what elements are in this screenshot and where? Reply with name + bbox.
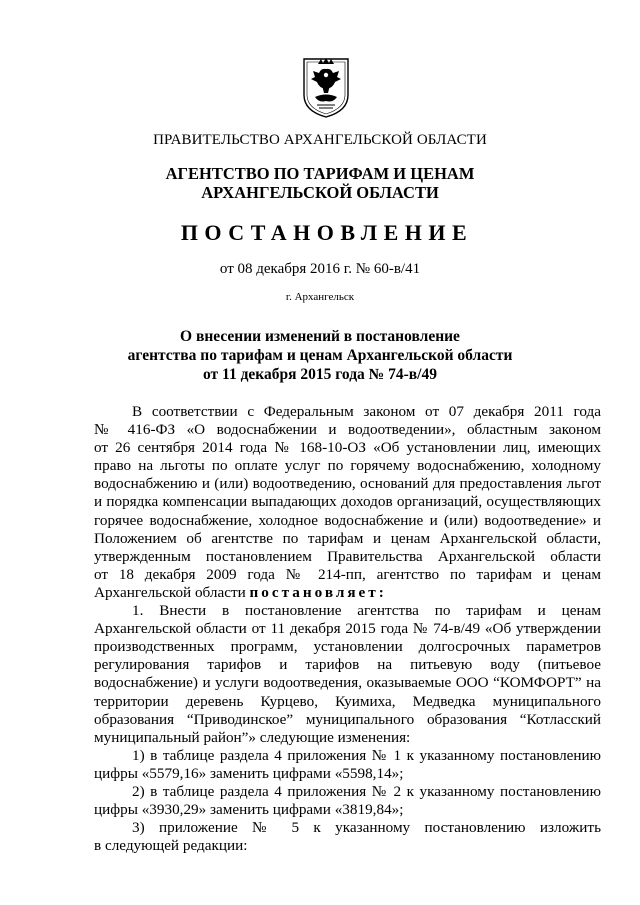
body-line: 2) в таблице раздела 4 приложения № 2 к указанному постановлению	[132, 782, 601, 800]
document-date-number: от 08 декабря 2016 г. № 60-в/41	[219, 261, 421, 277]
body-line: территории деревень Курцево, Куимиха, Медведка муниципального	[94, 692, 601, 710]
body-line: от 18 декабря 2009 года № 214-пп, агентство по тарифам и ценам	[94, 565, 601, 583]
body-line: и порядка компенсации выпадающих доходов организаций, осуществляющих	[94, 493, 601, 511]
body-line: 1. Внести в постановление агентства по тарифам и ценам	[132, 602, 601, 620]
body-text-prefix: Архангельской области	[94, 583, 250, 601]
body-line: муниципальный район”» следующие изменения:	[94, 728, 411, 746]
body-line: образования “Приводинское” муниципального образования “Котласский	[94, 710, 601, 728]
document-subject	[0, 327, 640, 384]
body-line: 1) в таблице раздела 4 приложения № 1 к указанному постановлению	[132, 746, 601, 764]
document-city: г. Архангельск	[285, 291, 355, 303]
subject-line-2: агентства по тарифам и ценам Архангельской области	[127, 347, 513, 364]
resolution-keyword: постановляет:	[249, 583, 387, 601]
body-line: № 416-ФЗ «О водоснабжении и водоотведении», областным законом	[94, 421, 601, 439]
agency-title-line-2: АРХАНГЕЛЬСКОЙ ОБЛАСТИ	[201, 183, 439, 202]
coat-of-arms-icon	[301, 55, 351, 119]
agency-title-line-1: АГЕНТСТВО ПО ТАРИФАМ И ЦЕНАМ	[165, 164, 475, 183]
body-line: Положением об агентстве по тарифам и ценам Архангельской области,	[94, 529, 601, 547]
subject-line-3: от 11 декабря 2015 года № 74-в/49	[203, 366, 437, 383]
government-title: ПРАВИТЕЛЬСТВО АРХАНГЕЛЬСКОЙ ОБЛАСТИ	[153, 132, 487, 148]
body-line: водоснабжение) и услуги водоотведения, оказываемые ООО “КОМФОРТ” на	[94, 674, 601, 692]
body-line: Архангельской области от 11 декабря 2015 года № 74-в/49 «Об утверждении	[94, 620, 601, 638]
body-line: водоснабжению и (или) водоотведению, оснований для предоставления льгот	[94, 475, 601, 493]
body-line: цифры «3930,29» заменить цифрами «3819,84»;	[94, 801, 404, 819]
body-line: утвержденным постановлением Правительства Архангельской области	[94, 547, 601, 565]
agency-title	[0, 164, 640, 202]
body-line: от 26 сентября 2014 года № 168-10-ОЗ «Об установлении лиц, имеющих	[94, 439, 601, 457]
body-line: В соответствии с Федеральным законом от 07 декабря 2011 года	[132, 403, 601, 420]
body-line: 3) приложение № 5 к указанному постановлению изложить	[132, 819, 601, 837]
body-line	[94, 584, 601, 602]
body-line: в следующей редакции:	[94, 837, 248, 855]
document-body	[94, 403, 601, 855]
body-line: цифры «5579,16» заменить цифрами «5598,14»;	[94, 764, 404, 782]
body-line: право на льготы по оплате услуг по горячему водоснабжению, холодному	[94, 457, 601, 475]
body-line: производственных программ, установлении долгосрочных параметров	[94, 638, 601, 656]
document-type: ПОСТАНОВЛЕНИЕ	[180, 220, 474, 245]
subject-line-1: О внесении изменений в постановление	[180, 328, 460, 345]
body-line: регулирования тарифов и тарифов на питьевую воду (питьевое	[94, 656, 601, 674]
body-line: горячее водоснабжение, холодное водоснабжение и (или) водоотведение» и	[94, 511, 601, 529]
